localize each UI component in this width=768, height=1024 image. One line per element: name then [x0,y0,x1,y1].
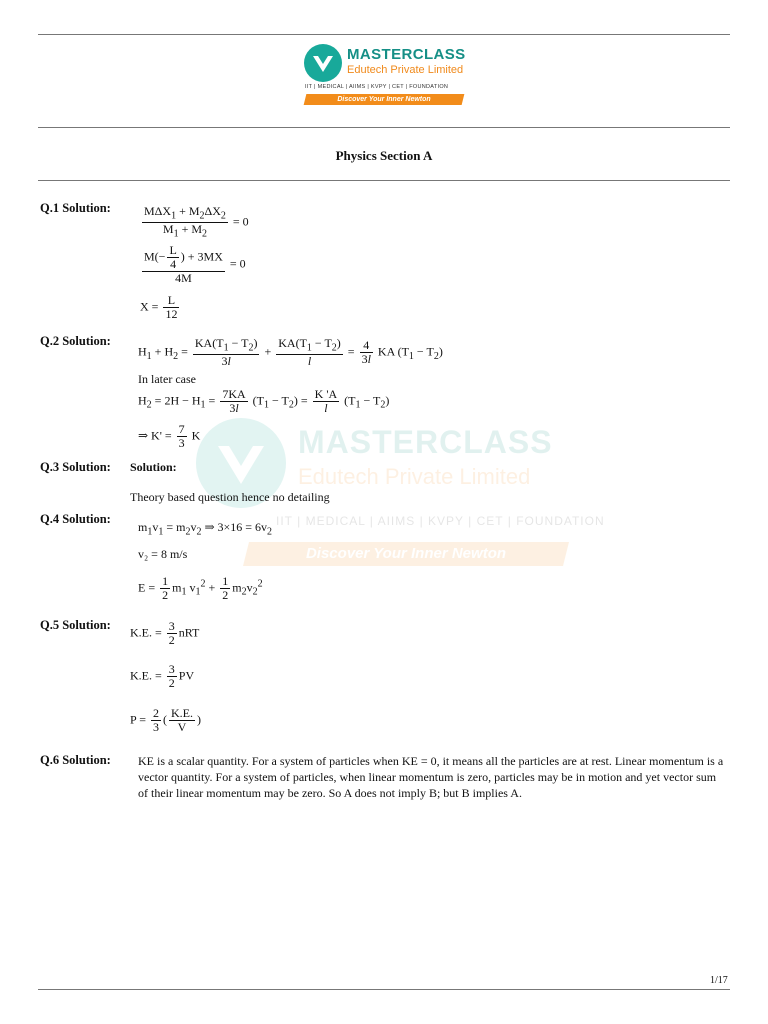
page-number: 1/17 [710,975,728,986]
watermark-name: MASTERCLASS [298,424,553,460]
watermark-subtitle: Edutech Private Limited [298,464,531,489]
q6-label: Q.6 Solution: [40,753,111,767]
q4-label: Q.4 Solution: [40,512,111,526]
q1-equation-2: M(− $\frac{L}{4}$ ) + 3MX 4M = 0 [144,243,246,285]
page-title: Physics Section A [335,148,433,163]
q2-label: Q.2 Solution: [40,334,111,348]
logo-tagline-banner [304,94,465,105]
q2-equation-3: ⇒ K' = $\frac{7}{3}$ K [138,422,201,450]
q6-text: KE is a scalar quantity. For a system of particles when KE = 0, it means all the particles are at rest. Linear momentum is a vector quantity. For a system of particles, when linear momentum is zero, particles may be in motion and yet vector sum of their linear momentum may be zero. So A does not imply B; but B implies A. [138,754,724,800]
q3-label: Q.3 Solution: [40,460,111,474]
watermark-banner [243,542,569,566]
q4-equation-3: E = $\frac{1}{2}$ $m_1$ $v_1^2$ + $\frac{1}{2}$ $m_2v_2^2$ [138,574,263,602]
q3-heading: Solution: [130,460,177,474]
logo-badge-icon [304,44,342,82]
q4-equation-2: v₂ = 8 m/s [138,547,188,561]
q5-equation-1: K.E. = $\frac{3}{2}$ nRT [130,619,200,647]
bottom-rule [38,989,730,990]
header-rule [38,127,730,128]
logo-name: MASTERCLASS [347,46,466,63]
q2-equation-1: $H_1 + H_2$ = $\frac{KA(T_1 - T_2)}{3l}$ + $\frac{KA(T_1 - T_2)}{l}$ = $\frac{4}{3l}$ KA $(T_1 - T_2)$ [138,336,443,369]
q5-label: Q.5 Solution: [40,618,111,632]
logo-tagline: Discover Your Inner Newton [337,96,431,103]
q1-equation-1: $\frac{M\Delta X_1 + M_2\Delta X_2}{M_1 + M_2}$ = 0 [144,204,249,240]
logo-tags: IIT | MEDICAL | AIIMS | KVPY | CET | FOUNDATION [305,84,449,90]
masterclass-logo [300,42,480,114]
logo-subtitle: Edutech Private Limited [347,64,464,76]
q5-equation-3: P = $\frac{2}{3}$ ( $\frac{K.E.}{V}$ ) [130,706,201,734]
q2-note: In later case [138,372,196,386]
q5-equation-2: K.E. = $\frac{3}{2}$ PV [130,662,195,690]
q1-label: Q.1 Solution: [40,201,111,215]
q2-equation-2: $H_2 = 2H - H_1$ = $\frac{7KA}{3l}$ $(T_1 - T_2)$ = $\frac{K 'A}{l}$ $(T_1 - T_2)$ [138,387,390,415]
q4-equation-1: $m_1v_1 = m_2v_2$ ⇒ $3\times 16 = 6v_2$ [138,520,273,538]
title-rule [38,180,730,181]
q1-equation-3: X = $\frac{L}{12}$ [140,293,178,321]
top-rule [38,34,730,35]
q3-text: Theory based question hence no detailing [130,490,330,504]
watermark-tagline: Discover Your Inner Newton [305,545,507,562]
watermark-tags: IIT | MEDICAL | AIIMS | KVPY | CET | FOUNDATION [276,514,605,528]
